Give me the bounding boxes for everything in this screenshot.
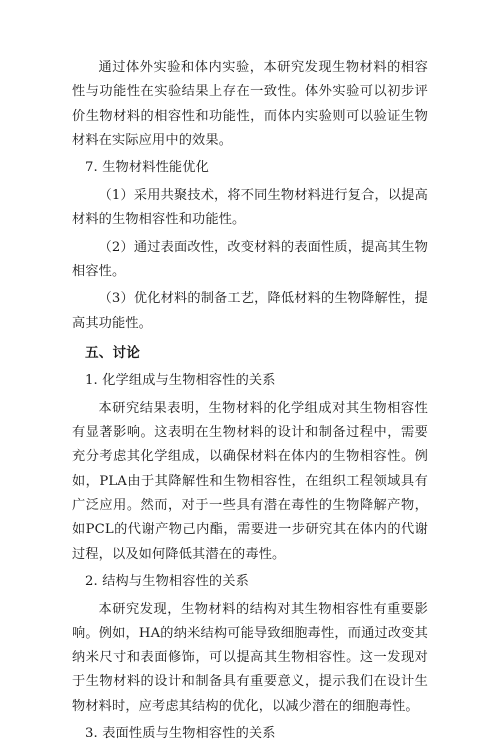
paragraph-structure: 本研究发现，生物材料的结构对其生物相容性有重要影响。例如，HA的纳米结构可能导致细胞毒性，而通过改变其纳米尺寸和表面修饰，可以提高其生物相容性。这一发现对于生物材料的设计和制备具有重要意义，提示我们在设计生物材料时，应考虑其结构的优化，以减少潜在的细胞毒性。 [72, 601, 428, 714]
list-item-surface-modification: （2）通过表面改性，改变材料的表面性质，提高其生物相容性。 [72, 239, 428, 279]
paragraph-consistency: 通过体外实验和体内实验，本研究发现生物材料的相容性与功能性在实验结果上存在一致性。体外实验可以初步评价生物材料的相容性和功能性，而体内实验则可以验证生物材料在实际应用中的效果。 [72, 60, 428, 148]
paragraph-chemical-composition: 本研究结果表明，生物材料的化学组成对其生物相容性有显著影响。这表明在生物材料的设计和制备过程中，需要充分考虑其化学组成，以确保材料在体内的生物相容性。例如，PLA由于其降解性和生物相容性，在组织工程领域具有广泛应用。然而，对于一些具有潜在毒性的生物降解产物，如PCL的代谢产物己内酯，需要进一步研究其在体内的代谢过程，以及如何降低其潜在的毒性。 [72, 400, 428, 562]
list-item-process-optimization: （3）优化材料的制备工艺，降低材料的生物降解性，提高其功能性。 [72, 291, 428, 331]
section-title-surface-properties: 3. 表面性质与生物相容性的关系 [85, 726, 276, 742]
section-title-structure: 2. 结构与生物相容性的关系 [85, 574, 249, 590]
section-title-optimization: 7. 生物材料性能优化 [85, 160, 209, 176]
section-title-chemical-composition: 1. 化学组成与生物相容性的关系 [85, 373, 276, 389]
list-item-copolymer: （1）采用共聚技术，将不同生物材料进行复合，以提高材料的生物相容性和功能性。 [72, 187, 428, 228]
document-body [72, 56, 428, 750]
chapter-heading-discussion: 五、讨论 [85, 345, 140, 362]
